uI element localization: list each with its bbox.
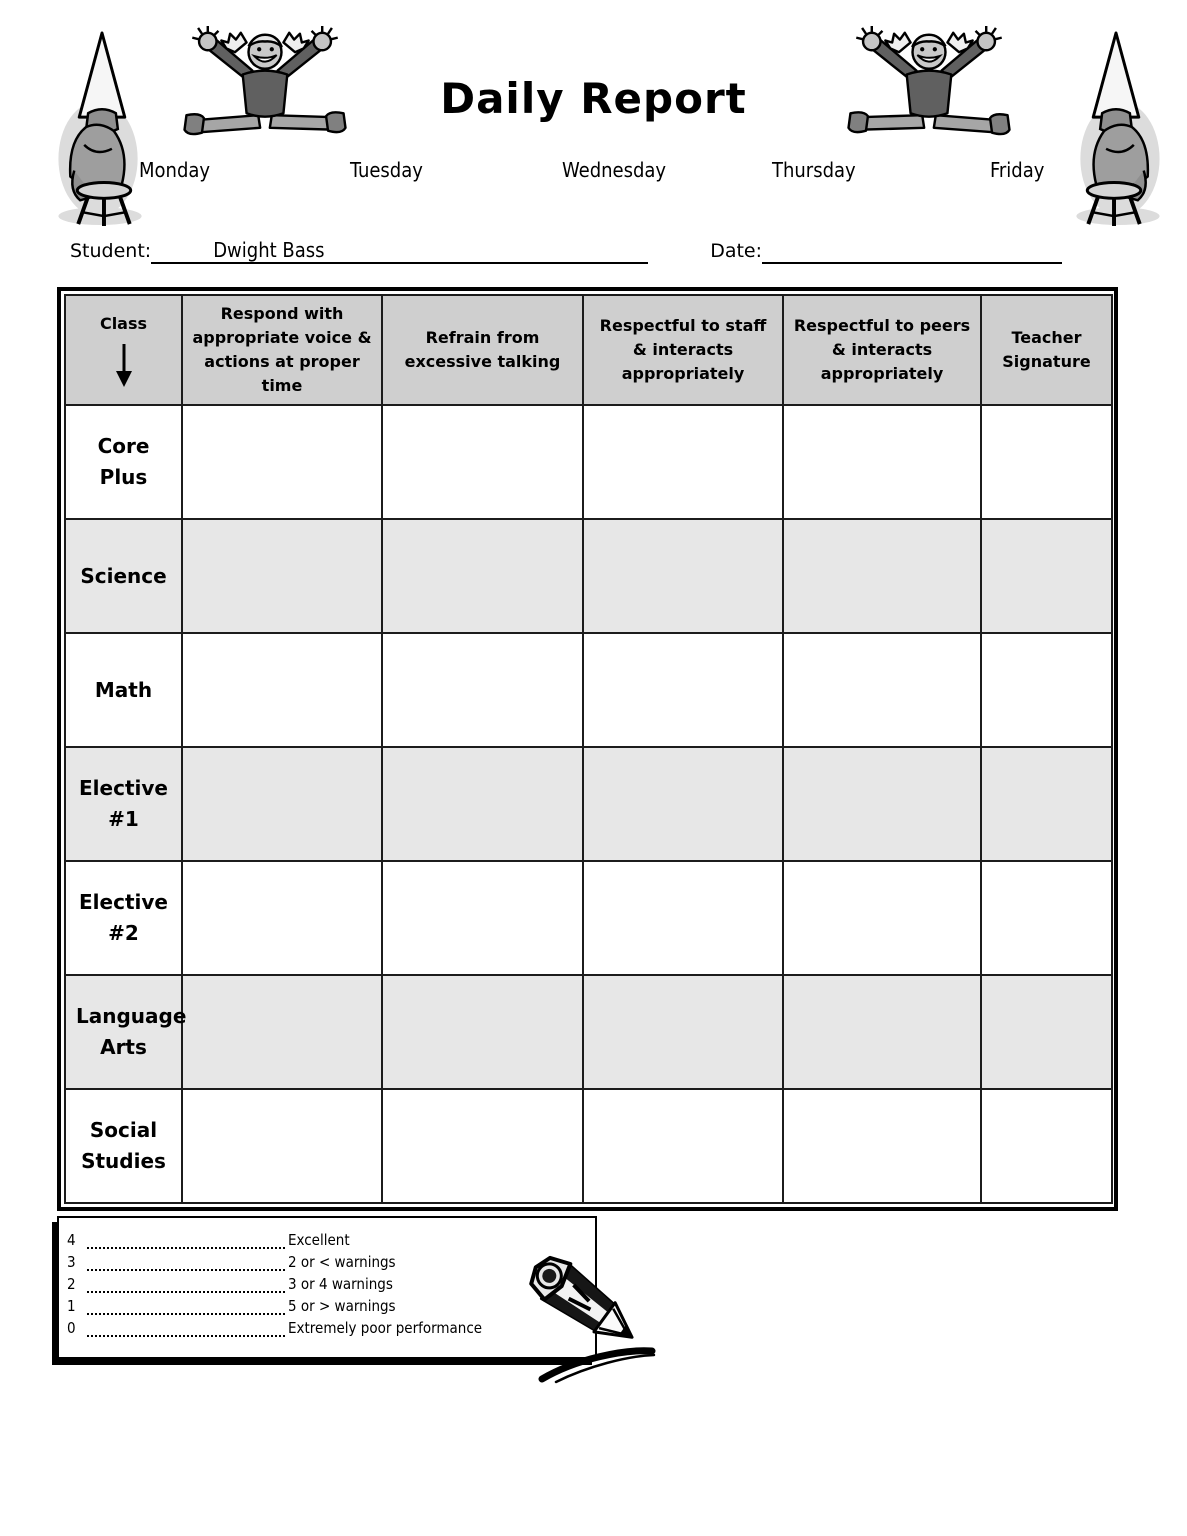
dunce-cap-student-icon (1066, 30, 1166, 228)
date-field[interactable] (762, 238, 1062, 264)
scoring-legend (57, 1216, 597, 1359)
column-header-staff: Respectful to staff & interacts appropriately (583, 295, 783, 405)
legend-item (67, 1315, 585, 1337)
score-cell[interactable] (783, 861, 981, 975)
score-cell[interactable] (382, 633, 583, 747)
legend-meaning: Extremely poor performance (288, 1319, 483, 1337)
score-cell[interactable] (382, 1089, 583, 1203)
signature-cell[interactable] (981, 519, 1112, 633)
legend-meaning: 2 or < warnings (288, 1253, 396, 1271)
column-header-class: Class (65, 295, 182, 405)
signature-cell[interactable] (981, 633, 1112, 747)
score-cell[interactable] (382, 405, 583, 519)
student-date-row (70, 238, 1117, 264)
table-row-elective-1 (65, 747, 1112, 861)
legend-score: 4 (67, 1231, 76, 1249)
jumping-girl-icon (846, 26, 1012, 154)
student-name-field[interactable]: Dwight Bass (151, 238, 648, 264)
legend-score: 1 (67, 1297, 76, 1315)
table-header-row (65, 295, 1112, 405)
dotted-leader (87, 1321, 285, 1337)
score-cell[interactable] (182, 1089, 382, 1203)
day-label-friday: Friday (990, 158, 1045, 182)
legend-meaning: 5 or > warnings (288, 1297, 396, 1315)
down-arrow-icon (111, 342, 137, 388)
legend-item (67, 1249, 585, 1271)
class-label: Science (65, 519, 182, 633)
table-row-math (65, 633, 1112, 747)
day-label-monday: Monday (139, 158, 211, 182)
score-cell[interactable] (783, 747, 981, 861)
score-cell[interactable] (583, 747, 783, 861)
day-label-thursday: Thursday (772, 158, 856, 182)
score-cell[interactable] (783, 405, 981, 519)
class-label: Social Studies (65, 1089, 182, 1203)
score-cell[interactable] (182, 519, 382, 633)
column-header-refrain: Refrain from excessive talking (382, 295, 583, 405)
signature-cell[interactable] (981, 1089, 1112, 1203)
score-cell[interactable] (583, 519, 783, 633)
student-label: Student: (70, 240, 152, 262)
score-cell[interactable] (583, 861, 783, 975)
table-row-social-studies (65, 1089, 1112, 1203)
report-table-frame (57, 287, 1118, 1211)
legend-item (67, 1227, 585, 1249)
legend-item (67, 1293, 585, 1315)
legend-meaning: 3 or 4 warnings (288, 1275, 393, 1293)
signature-cell[interactable] (981, 747, 1112, 861)
day-label-wednesday: Wednesday (562, 158, 667, 182)
column-header-signature: Teacher Signature (981, 295, 1112, 405)
score-cell[interactable] (382, 861, 583, 975)
score-cell[interactable] (783, 519, 981, 633)
score-cell[interactable] (382, 975, 583, 1089)
score-cell[interactable] (583, 633, 783, 747)
dotted-leader (87, 1255, 285, 1271)
legend-item (67, 1271, 585, 1293)
legend-score: 2 (67, 1275, 76, 1293)
class-label: Core Plus (65, 405, 182, 519)
daily-report-table (64, 294, 1113, 1204)
signature-cell[interactable] (981, 861, 1112, 975)
score-cell[interactable] (382, 747, 583, 861)
score-cell[interactable] (783, 633, 981, 747)
page-title: Daily Report (440, 74, 747, 123)
table-row-science (65, 519, 1112, 633)
score-cell[interactable] (182, 747, 382, 861)
dotted-leader (87, 1299, 285, 1315)
pencil-icon (528, 1252, 658, 1387)
score-cell[interactable] (182, 861, 382, 975)
signature-cell[interactable] (981, 405, 1112, 519)
legend-score: 3 (67, 1253, 76, 1271)
score-cell[interactable] (182, 405, 382, 519)
score-cell[interactable] (583, 1089, 783, 1203)
dunce-cap-student-icon (52, 30, 152, 228)
signature-cell[interactable] (981, 975, 1112, 1089)
score-cell[interactable] (182, 975, 382, 1089)
table-row-core-plus (65, 405, 1112, 519)
table-row-elective-2 (65, 861, 1112, 975)
legend-meaning: Excellent (288, 1231, 350, 1249)
class-label: Math (65, 633, 182, 747)
date-label: Date: (710, 240, 763, 262)
class-label: Elective #1 (65, 747, 182, 861)
legend-score: 0 (67, 1319, 76, 1337)
score-cell[interactable] (583, 975, 783, 1089)
column-header-respond: Respond with appropriate voice & actions at proper time (182, 295, 382, 405)
class-label: Language Arts (65, 975, 182, 1089)
score-cell[interactable] (783, 1089, 981, 1203)
day-label-tuesday: Tuesday (350, 158, 423, 182)
score-cell[interactable] (583, 405, 783, 519)
dotted-leader (87, 1277, 285, 1293)
table-row-language-arts (65, 975, 1112, 1089)
dotted-leader (87, 1233, 285, 1249)
class-label: Elective #2 (65, 861, 182, 975)
score-cell[interactable] (382, 519, 583, 633)
score-cell[interactable] (182, 633, 382, 747)
score-cell[interactable] (783, 975, 981, 1089)
column-header-peers: Respectful to peers & interacts appropriately (783, 295, 981, 405)
